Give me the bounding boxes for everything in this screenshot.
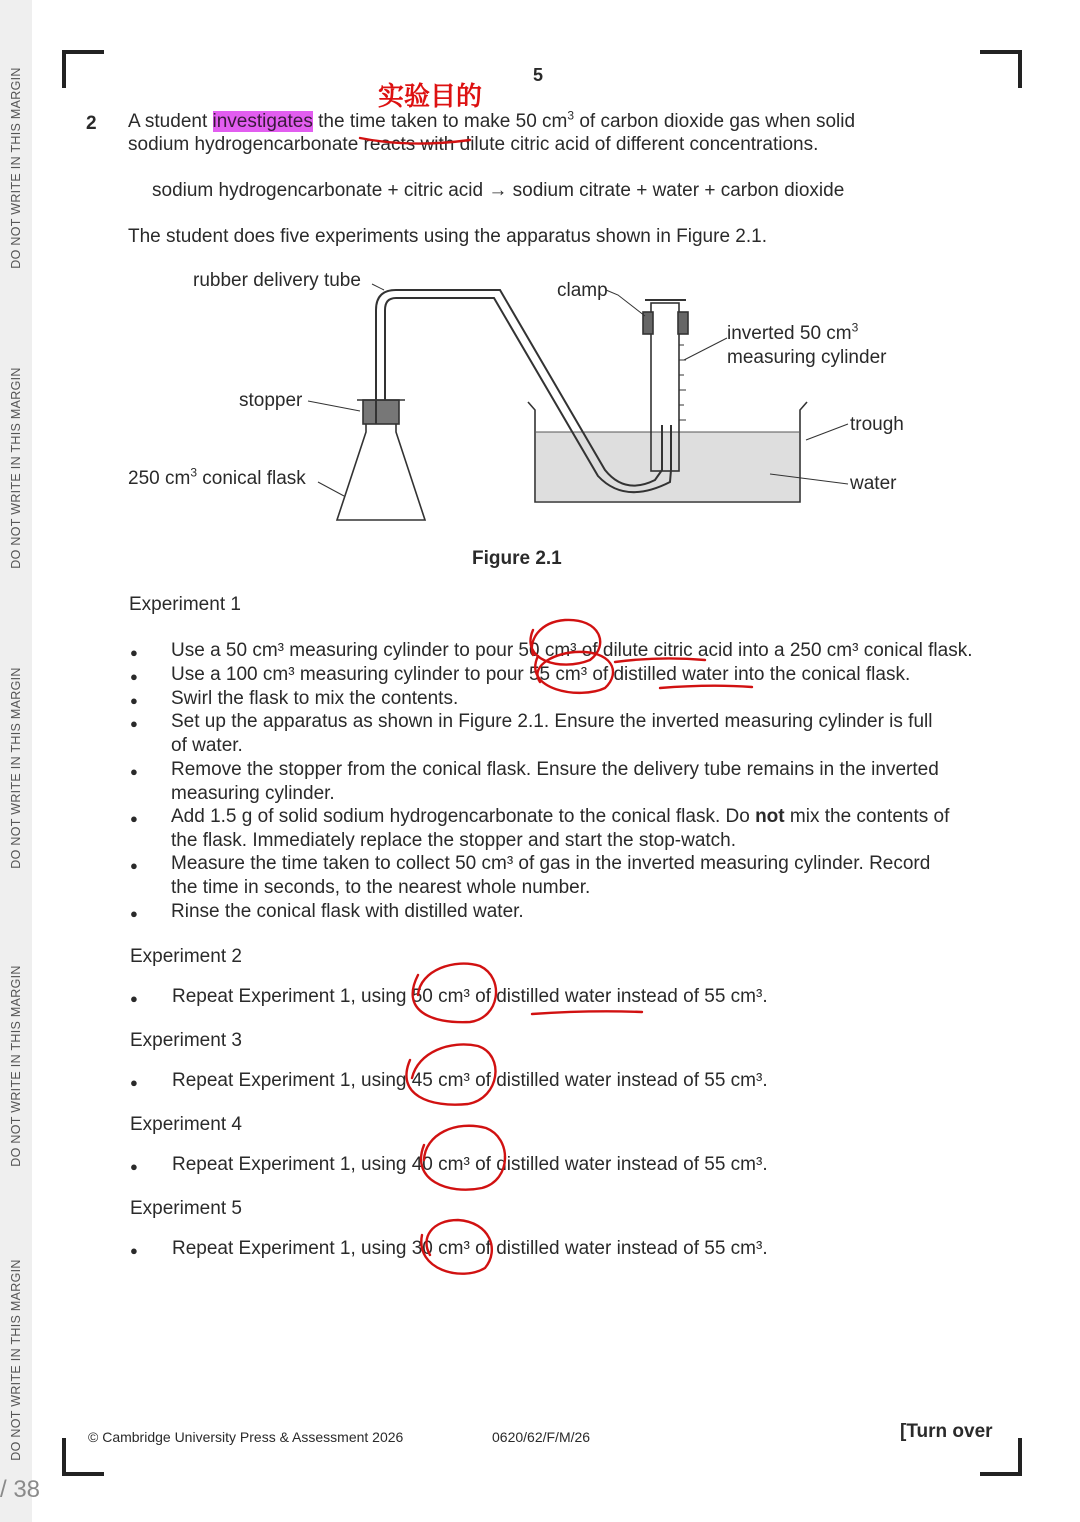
exp1-step: Use a 100 cm³ measuring cylinder to pour 55 cm³ of distilled water into the conical flask. bbox=[171, 664, 911, 685]
bullet: ● bbox=[130, 991, 138, 1006]
label-clamp: clamp bbox=[557, 280, 608, 301]
underline-mark bbox=[660, 686, 752, 688]
bullet: ● bbox=[130, 906, 138, 921]
label-delivery-tube: rubber delivery tube bbox=[193, 270, 361, 291]
handwritten-note: 实验目的 bbox=[378, 82, 483, 112]
experiment-3-heading: Experiment 3 bbox=[130, 1030, 242, 1051]
exp1-step-cont: of water. bbox=[171, 735, 243, 756]
bullet: ● bbox=[130, 669, 138, 684]
page-number: 5 bbox=[533, 65, 544, 85]
experiment-2-heading: Experiment 2 bbox=[130, 946, 242, 967]
experiment-4-heading: Experiment 4 bbox=[130, 1114, 242, 1135]
label-flask: 250 $cm^3$ conical flask bbox=[128, 465, 306, 489]
bullet: ● bbox=[130, 716, 138, 731]
paper-code: 0620/62/F/M/26 bbox=[492, 1429, 591, 1445]
exp1-step: Set up the apparatus as shown in Figure 2.1. Ensure the inverted measuring cylinder is full bbox=[171, 711, 933, 732]
exp1-step-cont: the time in seconds, to the nearest whole number. bbox=[171, 877, 591, 898]
bullet: ● bbox=[130, 645, 138, 660]
circle-mark bbox=[406, 1044, 495, 1104]
experiment-3-text: Repeat Experiment 1, using 45 cm³ of distilled water instead of 55 cm³. bbox=[172, 1070, 768, 1091]
underline-mark bbox=[615, 658, 705, 662]
exp1-step-cont: the flask. Immediately replace the stopper and start the stop-watch. bbox=[171, 830, 737, 851]
experiment-1-heading: Experiment 1 bbox=[129, 594, 241, 615]
exp1-step: Rinse the conical flask with distilled water. bbox=[171, 901, 524, 922]
exam-page: DO NOT WRITE IN THIS MARGIN DO NOT WRITE IN THIS MARGIN DO NOT WRITE IN THIS MARGIN DO NOT WRITE IN THIS MARGIN DO NOT WRITE IN THIS MARGIN / 38 5 实验目的 2 A student investigates the time taken to make 50 $cm^3$ of carbon dioxide gas when solid sodium hydrogencarbonate reacts with dilute citric acid of different concentrations. sodium hydrogencarbonate + citric acid → sodium citrate + water + carbon dioxide The student does five experiments using the apparatus shown in Figure 2.1. rubber delivery tube clamp inverted 50 $cm^3$ measuring cylinder stopper 250 $cm^3$ conical flask trough water Figure 2.1 Experiment 1 ● Use a 50 cm³ measuring cylinder to pour 50 cm³ of dilute citric acid into a 250 cm³ conical flask. ● Use a 100 cm³ measuring cylinder to pour 55 cm³ of distilled water into the conical flask. ● Swirl the flask to mix the contents. ● Set up the apparatus as shown in Figure 2.1. Ensure the inverted measuring cylinder is full of water. ● Remove the stopper from the conical flask. Ensure the delivery tube remains in the inverted measuring cylinder. ● Add 1.5 g of solid sodium hydrogencarbonate to the conical flask. Do not mix the contents of the flask. Immediately replace the stopper and start the stop-watch. ● Measure the time taken to collect 50 cm³ of gas in the inverted measuring cylinder. Record the time in seconds, to the nearest whole number. ● Rinse the conical flask with distilled water. Experiment 2 ● Repeat Experiment 1, using 50 cm³ of distilled water instead of 55 cm³. Experiment 3 ● Repeat Experiment 1, using 45 cm³ of distilled water instead of 55 cm³. Experiment 4 ● Repeat Experiment 1, using 40 cm³ of distilled water instead of 55 cm³. Experiment 5 ● Repeat Experiment 1, using 30 cm³ of distilled water instead of 55 cm³. © Cambridge University Press & Assessment 2026 0620/62/F/M/26 [Turn over bbox=[0, 0, 1080, 1522]
exp1-step: Add 1.5 g of solid sodium hydrogencarbonate to the conical flask. Do not mix the contents of bbox=[171, 806, 950, 827]
exp1-step-cont: measuring cylinder. bbox=[171, 783, 335, 804]
circle-mark bbox=[535, 652, 613, 693]
label-stopper: stopper bbox=[239, 390, 303, 411]
copyright: © Cambridge University Press & Assessment 2026 bbox=[88, 1429, 404, 1445]
experiment-5-text: Repeat Experiment 1, using 30 cm³ of distilled water instead of 55 cm³. bbox=[172, 1238, 768, 1259]
bullet: ● bbox=[130, 858, 138, 873]
bullet: ● bbox=[130, 811, 138, 826]
figure-caption: Figure 2.1 bbox=[472, 548, 562, 569]
underline-mark bbox=[532, 1011, 642, 1014]
experiment-4-text: Repeat Experiment 1, using 40 cm³ of distilled water instead of 55 cm³. bbox=[172, 1154, 768, 1175]
exp1-step: Remove the stopper from the conical flask. Ensure the delivery tube remains in the inverted bbox=[171, 759, 939, 780]
turn-over: [Turn over bbox=[900, 1421, 993, 1442]
bullet: ● bbox=[130, 1243, 138, 1258]
question-intro: The student does five experiments using the apparatus shown in Figure 2.1. bbox=[128, 226, 767, 247]
bullet: ● bbox=[130, 764, 138, 779]
circle-mark bbox=[413, 964, 496, 1023]
exp1-step: Swirl the flask to mix the contents. bbox=[171, 688, 459, 709]
label-cylinder: inverted 50 $cm^3$ bbox=[727, 320, 859, 344]
question-line-1: A student investigates the time taken to make 50 $cm^3$ of carbon dioxide gas when solid bbox=[128, 108, 856, 132]
bullet: ● bbox=[130, 1075, 138, 1090]
experiment-5-heading: Experiment 5 bbox=[130, 1198, 242, 1219]
highlight: investigates bbox=[212, 111, 313, 132]
circle-mark bbox=[421, 1126, 505, 1190]
label-water: water bbox=[850, 473, 897, 494]
bullet: ● bbox=[130, 693, 138, 708]
label-trough: trough bbox=[850, 414, 904, 435]
word-equation: sodium hydrogencarbonate + citric acid → sodium citrate + water + carbon dioxide bbox=[152, 180, 845, 201]
page-count: / 38 bbox=[0, 1476, 41, 1503]
bullet: ● bbox=[130, 1159, 138, 1174]
experiment-2-text: Repeat Experiment 1, using 50 cm³ of distilled water instead of 55 cm³. bbox=[172, 986, 768, 1007]
circle-mark bbox=[530, 620, 600, 665]
circle-mark bbox=[421, 1220, 492, 1274]
exp1-step: Use a 50 cm³ measuring cylinder to pour 50 cm³ of dilute citric acid into a 250 cm³ conical flask. bbox=[171, 640, 973, 661]
question-number: 2 bbox=[86, 113, 97, 134]
underline-mark bbox=[360, 138, 470, 144]
label-cylinder-2: measuring cylinder bbox=[727, 347, 887, 368]
exp1-step: Measure the time taken to collect 50 cm³ of gas in the inverted measuring cylinder. Record bbox=[171, 853, 931, 874]
question-line-2: sodium hydrogencarbonate reacts with dilute citric acid of different concentrations. bbox=[128, 134, 819, 155]
